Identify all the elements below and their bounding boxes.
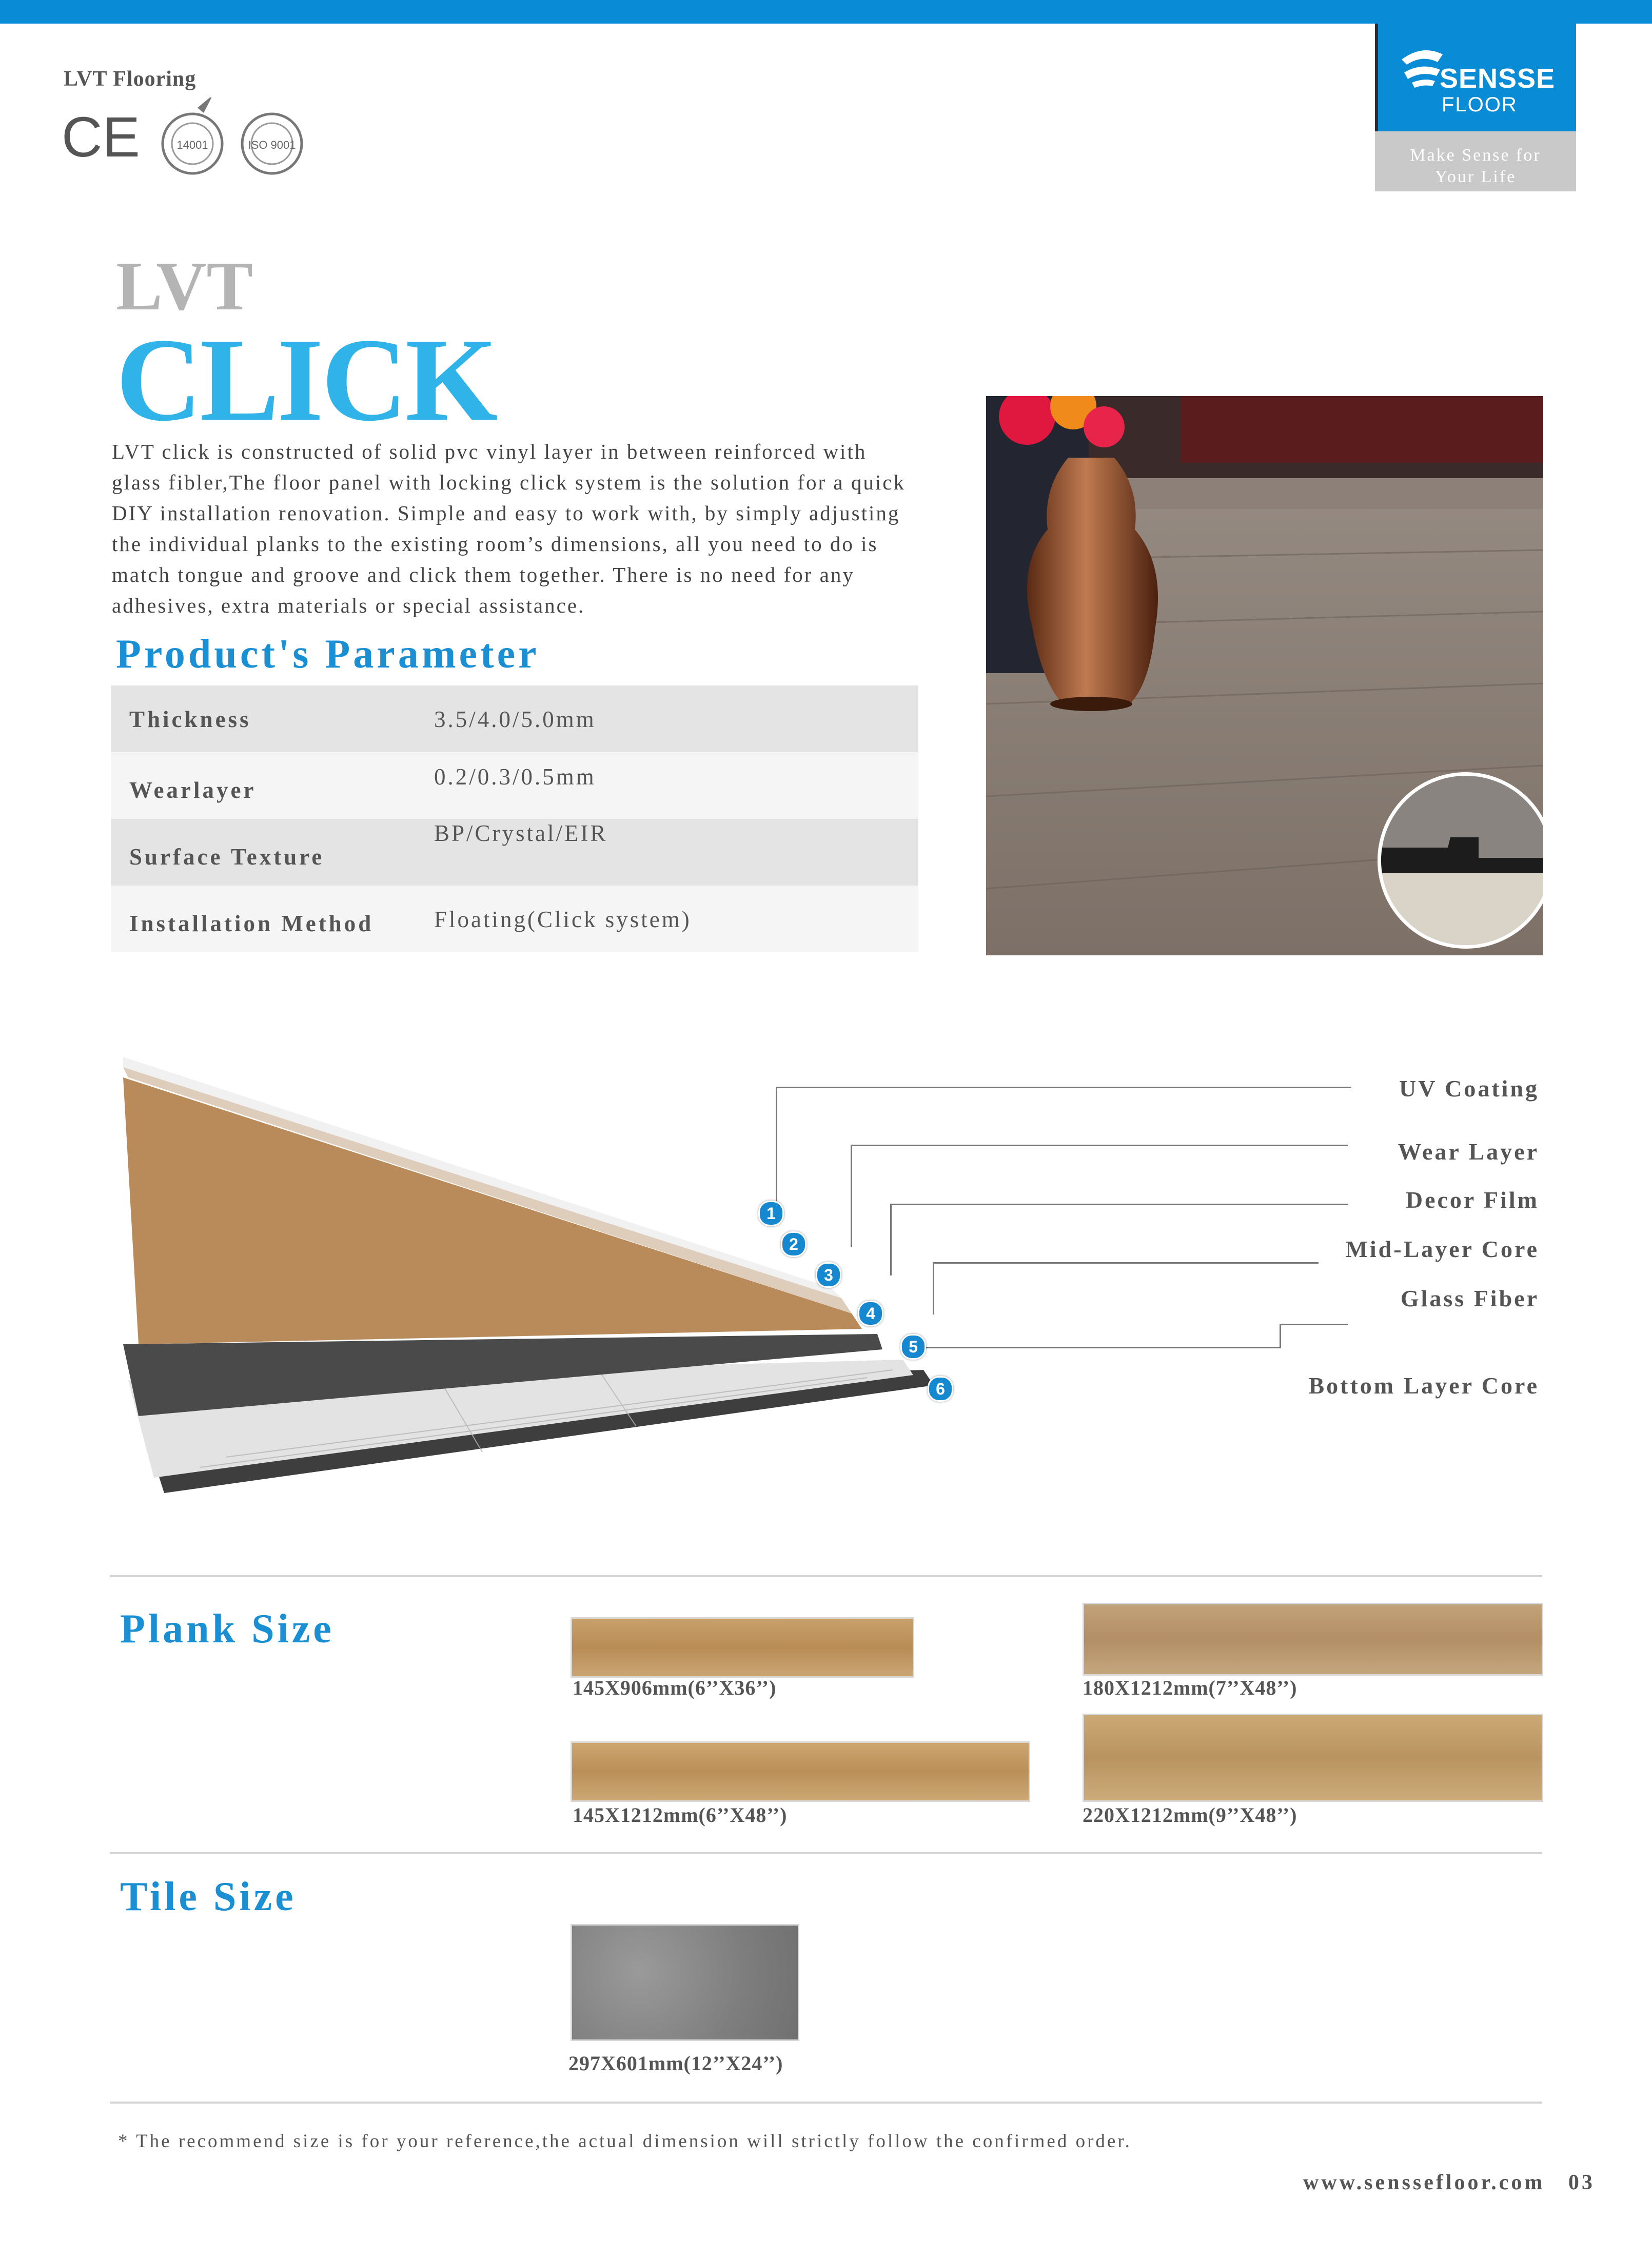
leader-line-2 [851, 1145, 1348, 1146]
category-label: LVT Flooring [64, 67, 196, 91]
tile-size-heading: Tile Size [120, 1874, 297, 1919]
plank-swatch-145x1212 [571, 1741, 1030, 1802]
layer-label-uv-coating: UV Coating [1399, 1075, 1539, 1102]
leader-line-5v [1280, 1324, 1281, 1348]
title-lvt: LVT [116, 248, 253, 325]
slogan-line1: Make Sense for [1410, 146, 1541, 165]
param-label: Wearlayer [129, 777, 257, 803]
leader-line-3v [890, 1204, 892, 1275]
parameters-heading: Product's Parameter [116, 632, 540, 677]
layer-badge-6: 6 [928, 1376, 953, 1402]
param-label: Surface Texture [129, 844, 325, 870]
param-label: Installation Method [129, 911, 374, 936]
top-accent-bar [0, 0, 1652, 24]
website-link[interactable]: www.senssefloor.com [1303, 2171, 1545, 2194]
leader-line-3 [890, 1204, 1348, 1205]
layer-badge-2: 2 [781, 1231, 807, 1257]
param-value: 0.2/0.3/0.5mm [434, 764, 596, 790]
table-row [111, 685, 918, 752]
layer-badge-4: 4 [858, 1301, 883, 1326]
plank-swatch-220x1212 [1083, 1714, 1543, 1802]
layer-label-mid-layer-core: Mid-Layer Core [1345, 1236, 1539, 1262]
leader-line-1v [776, 1087, 777, 1210]
layer-label-bottom-layer-core: Bottom Layer Core [1308, 1372, 1539, 1399]
layer-label-glass-fiber: Glass Fiber [1400, 1285, 1539, 1311]
iso-14001-seal-icon [163, 97, 222, 173]
param-value: BP/Crystal/EIR [434, 820, 608, 846]
title-click: CLICK [116, 314, 496, 446]
room-photo [986, 396, 1543, 955]
divider [110, 2102, 1542, 2104]
tile-caption: 297X601mm(12’’X24’’) [568, 2052, 783, 2075]
leader-line-4 [933, 1262, 1319, 1264]
divider [110, 1575, 1542, 1577]
param-label: Thickness [129, 706, 251, 732]
plank-caption: 145X1212mm(6’’X48’’) [573, 1803, 788, 1827]
plank-caption: 180X1212mm(7’’X48’’) [1083, 1676, 1297, 1699]
iso-9001-seal-icon [242, 114, 302, 173]
page-number: 03 [1568, 2171, 1595, 2194]
decor-film-layer [123, 1077, 862, 1344]
brand-name: SENSSE [1440, 63, 1556, 94]
divider [110, 1852, 1542, 1854]
plank-swatch-180x1212 [1083, 1603, 1543, 1676]
plank-size-heading: Plank Size [120, 1606, 335, 1652]
plank-swatch-145x906 [571, 1617, 914, 1678]
footnote: * The recommend size is for your reference,the actual dimension will strictly follow the confirmed order. [118, 2131, 1132, 2152]
leader-line-2v [851, 1145, 852, 1247]
leader-line-1 [776, 1087, 1351, 1088]
leader-line-5h [926, 1347, 1281, 1348]
certification-logos [62, 97, 308, 185]
layer-label-decor-film: Decor Film [1405, 1187, 1539, 1213]
plank-caption: 220X1212mm(9’’X48’’) [1083, 1803, 1297, 1827]
table-row [111, 819, 918, 886]
cert-ce: CE [62, 106, 140, 169]
brand-sub: FLOOR [1442, 93, 1518, 116]
layer-badge-5: 5 [900, 1334, 926, 1360]
table-row [111, 752, 918, 819]
plank-caption: 145X906mm(6’’X36’’) [573, 1676, 777, 1699]
layer-badge-1: 1 [758, 1201, 784, 1226]
footer [1303, 2170, 1595, 2195]
leader-line-5 [1280, 1324, 1348, 1325]
layer-badge-3: 3 [816, 1262, 841, 1288]
tile-swatch-297x601 [571, 1924, 799, 2041]
leader-line-4v [933, 1262, 934, 1314]
ce-mark-icon [62, 106, 140, 169]
param-value: Floating(Click system) [434, 907, 692, 932]
cert-14001: 14001 [176, 139, 208, 151]
layer-label-wear-layer: Wear Layer [1398, 1139, 1539, 1165]
intro-text: LVT click is constructed of solid pvc vinyl layer in between reinforced with glass fibler,The floor panel with locking click system is the solution for a quick DIY installation renovation. Simple and easy to work with, by simply adjusting the individual planks to the existing room’s dimensions, all you need to do is match tongue and groove and click them together. There is no need for any adhesives, extra materials or special assistance. [112, 440, 906, 617]
table-row [111, 886, 918, 952]
cert-9001: ISO 9001 [248, 139, 296, 151]
param-value: 3.5/4.0/5.0mm [434, 706, 596, 732]
slogan-line2: Your Life [1434, 167, 1517, 186]
brand-slogan [1375, 145, 1576, 188]
